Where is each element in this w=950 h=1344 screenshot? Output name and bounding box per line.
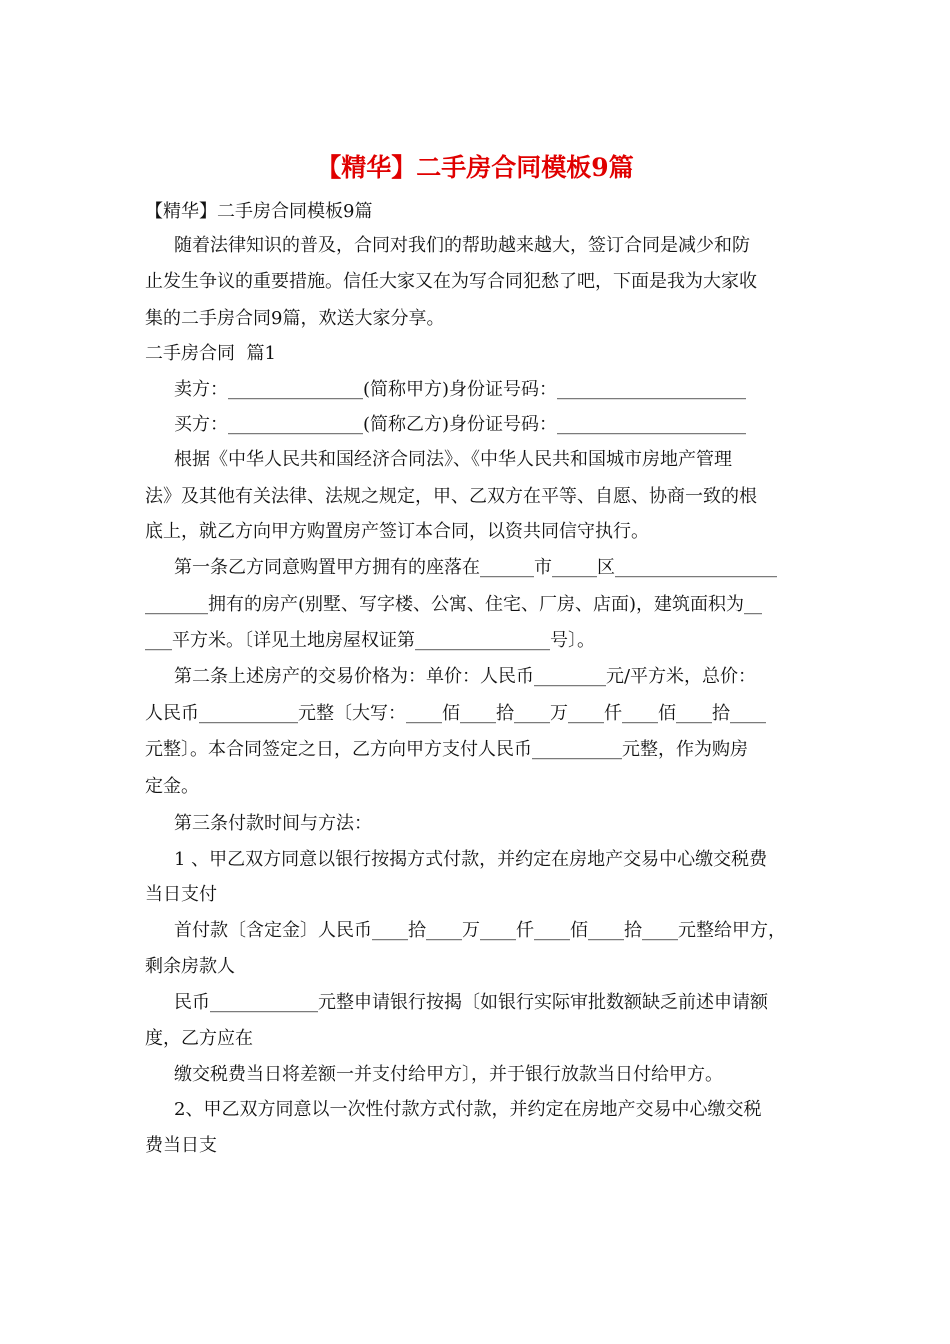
article-3-line: 民币____________元整申请银行按揭〔如银行实际审批数额缺乏前述申请额 (174, 992, 768, 1013)
article-2-line: 元整〕。本合同签定之日，乙方向甲方支付人民币__________元整，作为购房 (145, 739, 748, 760)
article-3-line: 1 、甲乙双方同意以银行按揭方式付款，并约定在房地产交易中心缴交税费 (174, 849, 768, 870)
article-3-line: 2、甲乙双方同意以一次性付款方式付款，并约定在房地产交易中心缴交税 (174, 1099, 762, 1120)
paragraph-line: 法》及其他有关法律、法规之规定，甲、乙双方在平等、自愿、协商一致的根 (145, 486, 757, 507)
seller-line: 卖方：_______________(简称甲方)身份证号码：_____________________ (174, 379, 747, 400)
subtitle-line: 【精华】二手房合同模板9篇 (145, 201, 373, 222)
article-3-line: 首付款〔含定金〕人民币____拾____万____仟____佰____拾____元整给甲方， (174, 920, 786, 941)
paragraph-line: 止发生争议的重要措施。信任大家又在为写合同犯愁了吧，下面是我为大家收 (145, 271, 757, 292)
section-heading: 二手房合同 篇1 (145, 343, 276, 364)
article-2-line: 人民币___________元整〔大写：____佰____拾____万____仟____佰____拾____ (145, 703, 766, 724)
article-3-line: 缴交税费当日将差额一并支付给甲方〕，并于银行放款当日付给甲方。 (174, 1064, 723, 1085)
article-3-line: 当日支付 (145, 884, 217, 905)
article-1-line: 第一条乙方同意购置甲方拥有的座落在______市_____区__________________ (174, 557, 777, 578)
buyer-line: 买方：_______________(简称乙方)身份证号码：_____________________ (174, 414, 747, 435)
paragraph-line: 根据《中华人民共和国经济合同法》、《中华人民共和国城市房地产管理 (174, 449, 732, 470)
paragraph-line: 集的二手房合同9篇，欢送大家分享。 (145, 308, 445, 329)
article-3-heading: 第三条付款时间与方法： (174, 813, 372, 834)
article-2-line: 定金。 (145, 776, 199, 797)
article-3-line: 费当日支 (145, 1135, 217, 1156)
article-1-line: _______拥有的房产(别墅、写字楼、公寓、住宅、厂房、店面)，建筑面积为__ (145, 594, 763, 615)
paragraph-line: 随着法律知识的普及，合同对我们的帮助越来越大，签订合同是减少和防 (174, 235, 750, 256)
article-1-line: ___平方米。〔详见土地房屋权证第_______________号〕。 (145, 630, 595, 651)
paragraph-line: 底上，就乙方向甲方购置房产签订本合同，以资共同信守执行。 (145, 521, 649, 542)
article-3-line: 剩余房款人 (145, 956, 235, 977)
document-title: 【精华】二手房合同模板9篇 (316, 153, 634, 182)
article-3-line: 度，乙方应在 (145, 1028, 253, 1049)
article-2-line: 第二条上述房产的交易价格为：单价：人民币________元/平方米，总价： (174, 666, 757, 687)
